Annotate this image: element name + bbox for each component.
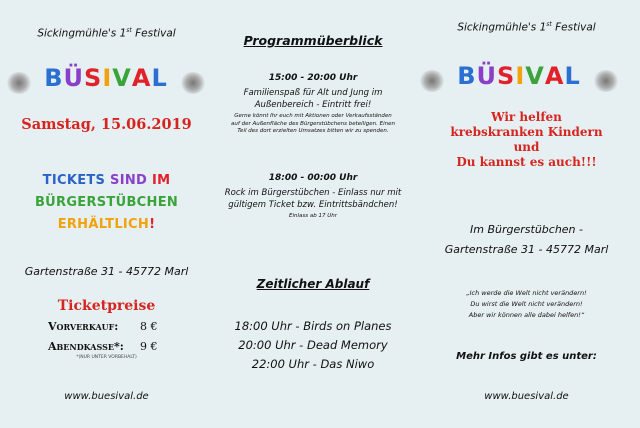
- tickets-text-segment: ERHÄLTLICH: [57, 217, 150, 232]
- website-link[interactable]: www.buesival.de: [64, 391, 149, 402]
- venue-address: Im Bürgerstübchen - Gartenstraße 31 - 45772 Marl: [444, 223, 609, 256]
- vorverkauf-label: Vorverkauf:: [48, 320, 119, 333]
- logo-letter: A: [131, 64, 152, 92]
- schedule-item: 18:00 Uhr - Birds on Planes: [234, 319, 392, 333]
- logo-letter: I: [515, 62, 526, 90]
- festival-heading: Sickingmühle's 1st Festival: [457, 21, 596, 34]
- slot-2-note: Einlass ab 17 Uhr: [289, 213, 337, 219]
- slot-1-description: Familienspaß für Alt und Jung im Außenbereich - Eintritt frei!: [243, 88, 383, 110]
- tickets-text-segment: IM: [151, 173, 171, 188]
- logo-letter: I: [102, 64, 113, 92]
- address: Gartenstraße 31 - 45772 Marl: [24, 265, 189, 278]
- website-link[interactable]: www.buesival.de: [484, 391, 569, 402]
- logo-letter: Ü: [63, 64, 85, 92]
- tickets-text-segment: BÜRGERSTÜBCHEN: [34, 195, 179, 210]
- tickets-text-segment: !: [149, 217, 156, 232]
- time-slot-1: 15:00 - 20:00 Uhr: [268, 73, 358, 83]
- buesival-logo: [419, 62, 619, 98]
- logo-letter: V: [112, 64, 132, 92]
- ablauf-title: Zeitlicher Ablauf: [256, 277, 370, 291]
- slot-2-description: Rock im Bürgerstübchen - Einlass nur mit gültigem Ticket bzw. Eintrittsbändchen!: [224, 188, 402, 210]
- buesival-logo: [6, 64, 206, 100]
- ticketpreise-heading: Ticketpreise: [57, 298, 156, 314]
- panel-left: [0, 0, 213, 428]
- slot-1-note: Gerne könnt Ihr euch mit Aktionen oder Verkaufsständen auf der Außenfläche des Bürgerstübchens beteiligen. Einen Teil des dort erzielten Umsatzes bitten wir zu spenden.: [231, 113, 395, 134]
- tickets-text-segment: TICKETS: [42, 173, 111, 188]
- logo-letter: L: [151, 64, 168, 92]
- festival-heading: Sickingmühle's 1st Festival: [37, 27, 176, 40]
- vorverkauf-price: 8 €: [140, 320, 158, 333]
- charity-message: Wir helfen krebskranken Kindern und Du kannst es auch!!!: [450, 110, 603, 169]
- schedule-item: 22:00 Uhr - Das Niwo: [251, 357, 375, 371]
- abendkasse-label: Abendkasse*:: [48, 340, 124, 353]
- logo-letter: A: [544, 62, 565, 90]
- logo-letter: B: [44, 64, 64, 92]
- program-title: Programmüberblick: [243, 33, 383, 48]
- schedule-item: 20:00 Uhr - Dead Memory: [238, 338, 388, 352]
- abendkasse-price: 9 €: [140, 340, 158, 353]
- quote: „Ich werde die Welt nicht verändern! Du wirst die Welt nicht verändern! Aber wir können alle dabei helfen!“: [466, 289, 587, 319]
- logo-wordmark: [6, 64, 206, 92]
- logo-letter: Ü: [476, 62, 498, 90]
- more-info-label: Mehr Infos gibt es unter:: [456, 351, 597, 362]
- logo-letter: S: [84, 64, 103, 92]
- logo-letter: S: [497, 62, 516, 90]
- logo-letter: L: [564, 62, 581, 90]
- logo-wordmark: [419, 62, 619, 90]
- logo-letter: B: [457, 62, 477, 90]
- event-date: Samstag, 15.06.2019: [21, 116, 192, 133]
- footnote: *(NUR UNTER VORBEHALT): [76, 355, 137, 360]
- panel-middle: [213, 0, 413, 428]
- logo-letter: V: [525, 62, 545, 90]
- tickets-text-segment: SIND: [110, 173, 152, 188]
- tickets-info: [0, 170, 213, 236]
- panel-right: [413, 0, 640, 428]
- time-slot-2: 18:00 - 00:00 Uhr: [268, 173, 358, 183]
- schedule-list: [213, 317, 413, 374]
